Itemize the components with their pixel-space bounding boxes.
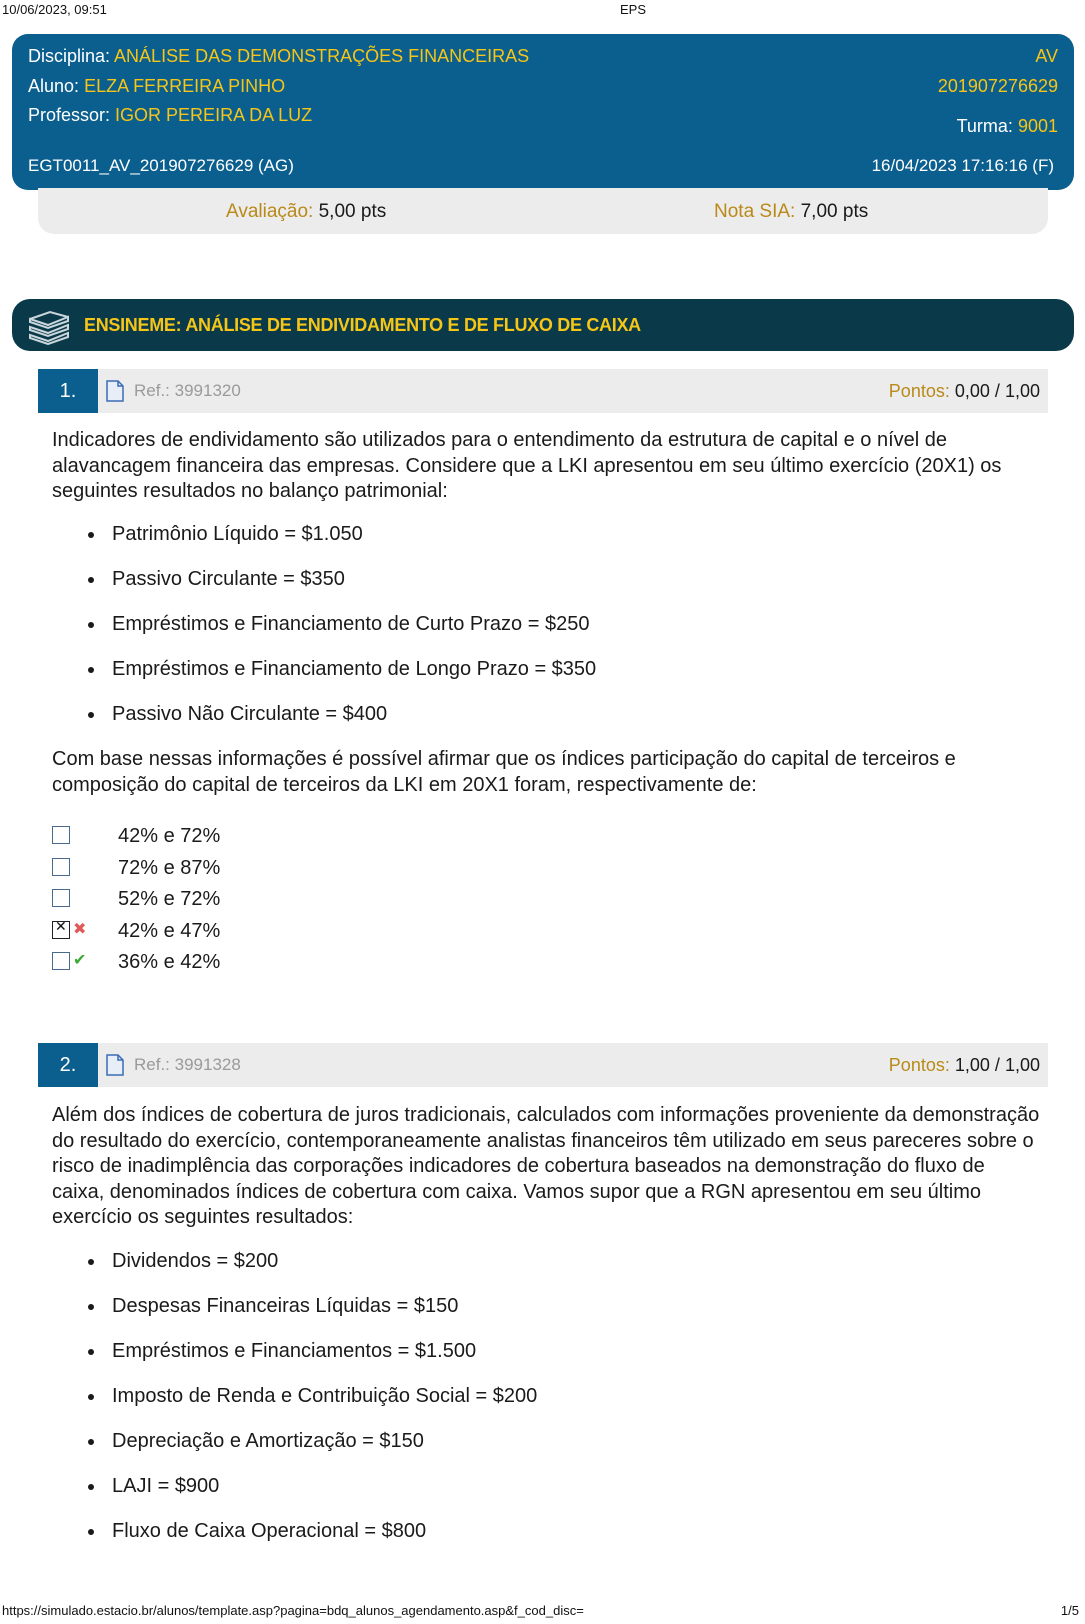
list-item: Empréstimos e Financiamento de Curto Prazo = $250: [88, 612, 596, 657]
question-2-header: [38, 1043, 1048, 1087]
turma-label: Turma:: [956, 116, 1013, 136]
print-footer: [0, 1601, 1085, 1623]
aluno-label: Aluno:: [28, 76, 80, 96]
document-icon: [106, 1054, 124, 1076]
nota-sia-unit: pts: [842, 201, 869, 222]
print-title: EPS: [620, 2, 647, 17]
points-label: Pontos:: [888, 381, 950, 401]
avaliacao-unit: pts: [360, 201, 387, 222]
question-points: [889, 381, 1040, 402]
aluno-value: ELZA FERREIRA PINHO: [84, 76, 286, 96]
list-item: Depreciação e Amortização = $150: [88, 1429, 537, 1474]
turma-row: [957, 116, 1058, 137]
option-checkbox-checked[interactable]: [52, 921, 70, 939]
option-text: 72% e 87%: [118, 856, 221, 879]
grade-bar: [38, 188, 1048, 234]
avaliacao-label: Avaliação:: [226, 201, 314, 222]
points-sep: /: [994, 1055, 1000, 1075]
question-intro: Além dos índices de cobertura de juros tradicionais, calculados com informações proveniente da demonstração do resultado do exercício, contemporaneamente analistas financeiros têm utilizado em seus pareceres sobre o risco de inadimplência das corporações indicadores de cobertura baseados na demonstração do fluxo de caixa, denominados índices de cobertura com caixa. Vamos supor que a RGN apresentou em seu último exercício os seguintes resultados:: [52, 1104, 1040, 1228]
option-checkbox[interactable]: [52, 858, 70, 876]
question-ref: Ref.: 3991320: [134, 381, 241, 400]
list-item: Imposto de Renda e Contribuição Social = $200: [88, 1384, 537, 1429]
list-item: Despesas Financeiras Líquidas = $150: [88, 1294, 537, 1339]
nota-sia-label: Nota SIA:: [714, 201, 796, 222]
exam-code: EGT0011_AV_201907276629 (AG): [28, 156, 294, 175]
professor-label: Professor:: [28, 105, 111, 125]
question-intro: Indicadores de endividamento são utilizados para o entendimento da estrutura de capital e o nível de alavancagem financeira das empresas. Considere que a LKI apresentou em seu último exercício (20X1) os seguintes resultados no balanço patrimonial:: [52, 429, 1002, 502]
list-item: Empréstimos e Financiamentos = $1.500: [88, 1339, 537, 1384]
nota-sia-value: 7,00: [800, 201, 838, 222]
list-item: Fluxo de Caixa Operacional = $800: [88, 1519, 537, 1564]
question-ref: Ref.: 3991328: [134, 1055, 241, 1074]
question-1-header: [38, 369, 1048, 413]
print-header: [0, 0, 1085, 22]
document-icon: [106, 380, 124, 402]
professor-row: [28, 105, 312, 126]
points-max: 1,00: [1004, 1055, 1040, 1075]
list-item: Patrimônio Líquido = $1.050: [88, 522, 596, 567]
points-value: 1,00: [954, 1055, 990, 1075]
exam-date: 16/04/2023 17:16:16 (F): [871, 156, 1054, 175]
print-url: https://simulado.estacio.br/alunos/template.asp?pagina=bdq_alunos_agendamento.asp&f_cod_disc=: [2, 1603, 584, 1618]
question-1-items: [88, 522, 596, 747]
section-title: ENSINEME: ANÁLISE DE ENDIVIDAMENTO E DE FLUXO DE CAIXA: [84, 315, 641, 335]
aluno-row: [28, 76, 285, 97]
disciplina-label: Disciplina:: [28, 46, 111, 66]
correct-answer-icon: ✔: [73, 950, 87, 969]
points-value: 0,00: [954, 381, 990, 401]
option-text: 42% e 72%: [118, 825, 221, 847]
matricula: 201907276629: [937, 76, 1058, 96]
points-sep: /: [994, 381, 1000, 401]
wrong-answer-icon: ✖: [73, 918, 87, 938]
avaliacao-score: [226, 201, 386, 223]
list-item: Passivo Não Circulante = $400: [88, 702, 596, 747]
option-checkbox[interactable]: [52, 826, 70, 844]
disciplina-row: [28, 46, 529, 67]
professor-value: IGOR PEREIRA DA LUZ: [115, 105, 313, 125]
list-item: Passivo Circulante = $350: [88, 567, 596, 612]
option-text: 52% e 72%: [118, 888, 221, 910]
question-prompt: Com base nessas informações é possível afirmar que os índices participação do capital de terceiros e composição do capital de terceiros da LKI em 20X1 foram, respectivamente de:: [52, 748, 956, 796]
option-checkbox[interactable]: [52, 889, 70, 907]
disciplina-value: ANÁLISE DAS DEMONSTRAÇÕES FINANCEIRAS: [114, 46, 530, 66]
avaliacao-value: 5,00: [318, 201, 356, 222]
print-page-number: 1/5: [1060, 1603, 1079, 1618]
list-item: LAJI = $900: [88, 1474, 537, 1519]
question-number: 2.: [38, 1043, 98, 1087]
list-item: Dividendos = $200: [88, 1249, 537, 1294]
option-checkbox[interactable]: [52, 952, 70, 970]
nota-sia-score: [714, 201, 868, 223]
question-2-items: [88, 1249, 537, 1564]
points-label: Pontos:: [888, 1055, 950, 1075]
points-max: 1,00: [1004, 381, 1040, 401]
question-points: [889, 1055, 1040, 1076]
turma-value: 9001: [1017, 116, 1058, 136]
section-header: [12, 299, 1074, 351]
option-text: 36% e 42%: [118, 951, 221, 973]
books-icon: [26, 307, 72, 345]
exam-type: AV: [1035, 46, 1058, 66]
list-item: Empréstimos e Financiamento de Longo Prazo = $350: [88, 657, 596, 702]
question-number: 1.: [38, 369, 98, 413]
exam-header: [12, 34, 1074, 190]
print-datetime: 10/06/2023, 09:51: [2, 2, 107, 17]
option-text: 42% e 47%: [118, 919, 221, 942]
